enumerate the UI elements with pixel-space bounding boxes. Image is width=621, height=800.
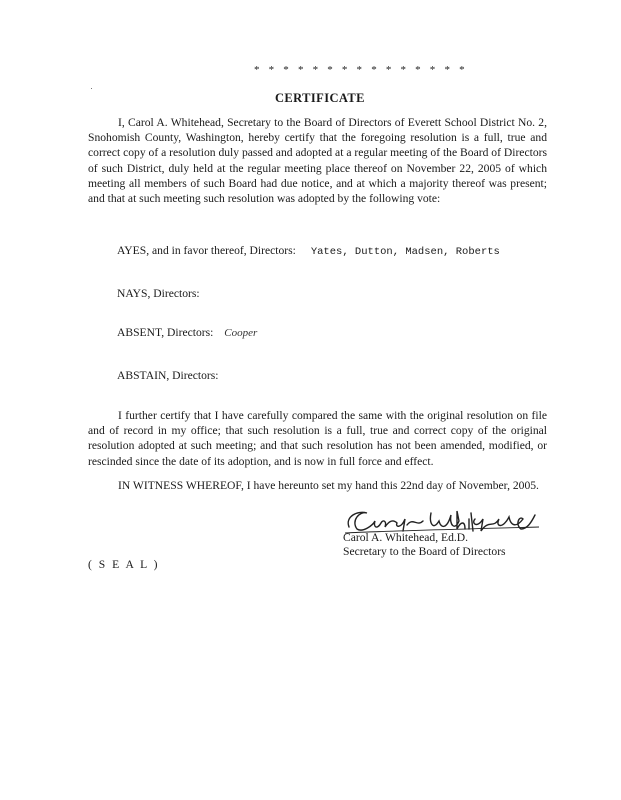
scan-speck (91, 88, 92, 89)
signer-title: Secretary to the Board of Directors (343, 545, 506, 558)
further-certify-paragraph: I further certify that I have carefully compared the same with the original resolution on file and of record in my office; that such resolution is a full, true and correct copy of the original resolution adopted at such meeting; and that such resolution has not been amended, modified, or rescinded since the date of its adoption, and is now in full force and effect. (88, 409, 547, 468)
ayes-label: AYES, and in favor thereof, Directors: (117, 244, 296, 257)
certification-paragraph: I, Carol A. Whitehead, Secretary to the Board of Directors of Everett School District No. 2, Snohomish County, Washington, hereby certify that the foregoing resolution is a full, true and correct copy of a resolution duly passed and adopted at a regular meeting of the Board of Directors of such District, duly held at the regular meeting place thereof on November 22, 2005 of which meeting all members of such Board had due notice, and at which a majority thereof was present; and that at such meeting such resolution was adopted by the following vote: (88, 116, 547, 206)
vote-absent (117, 326, 257, 339)
absent-label: ABSENT, Directors: (117, 326, 214, 339)
signer-name: Carol A. Whitehead, Ed.D. (343, 531, 469, 544)
nays-label: NAYS, Directors: (117, 287, 200, 300)
header-stars: * * * * * * * * * * * * * * * (254, 64, 468, 76)
vote-abstain (117, 369, 218, 382)
witness-paragraph: IN WITNESS WHEREOF, I have hereunto set my hand this 22nd day of November, 2005. (118, 479, 539, 492)
signer-block (343, 531, 506, 559)
seal-placeholder: ( S E A L ) (88, 558, 160, 571)
absent-names: Cooper (224, 327, 258, 339)
vote-ayes (117, 244, 500, 258)
certificate-title: CERTIFICATE (275, 91, 365, 105)
abstain-label: ABSTAIN, Directors: (117, 369, 219, 382)
ayes-names: Yates, Dutton, Madsen, Roberts (310, 246, 500, 258)
vote-nays (117, 287, 200, 300)
